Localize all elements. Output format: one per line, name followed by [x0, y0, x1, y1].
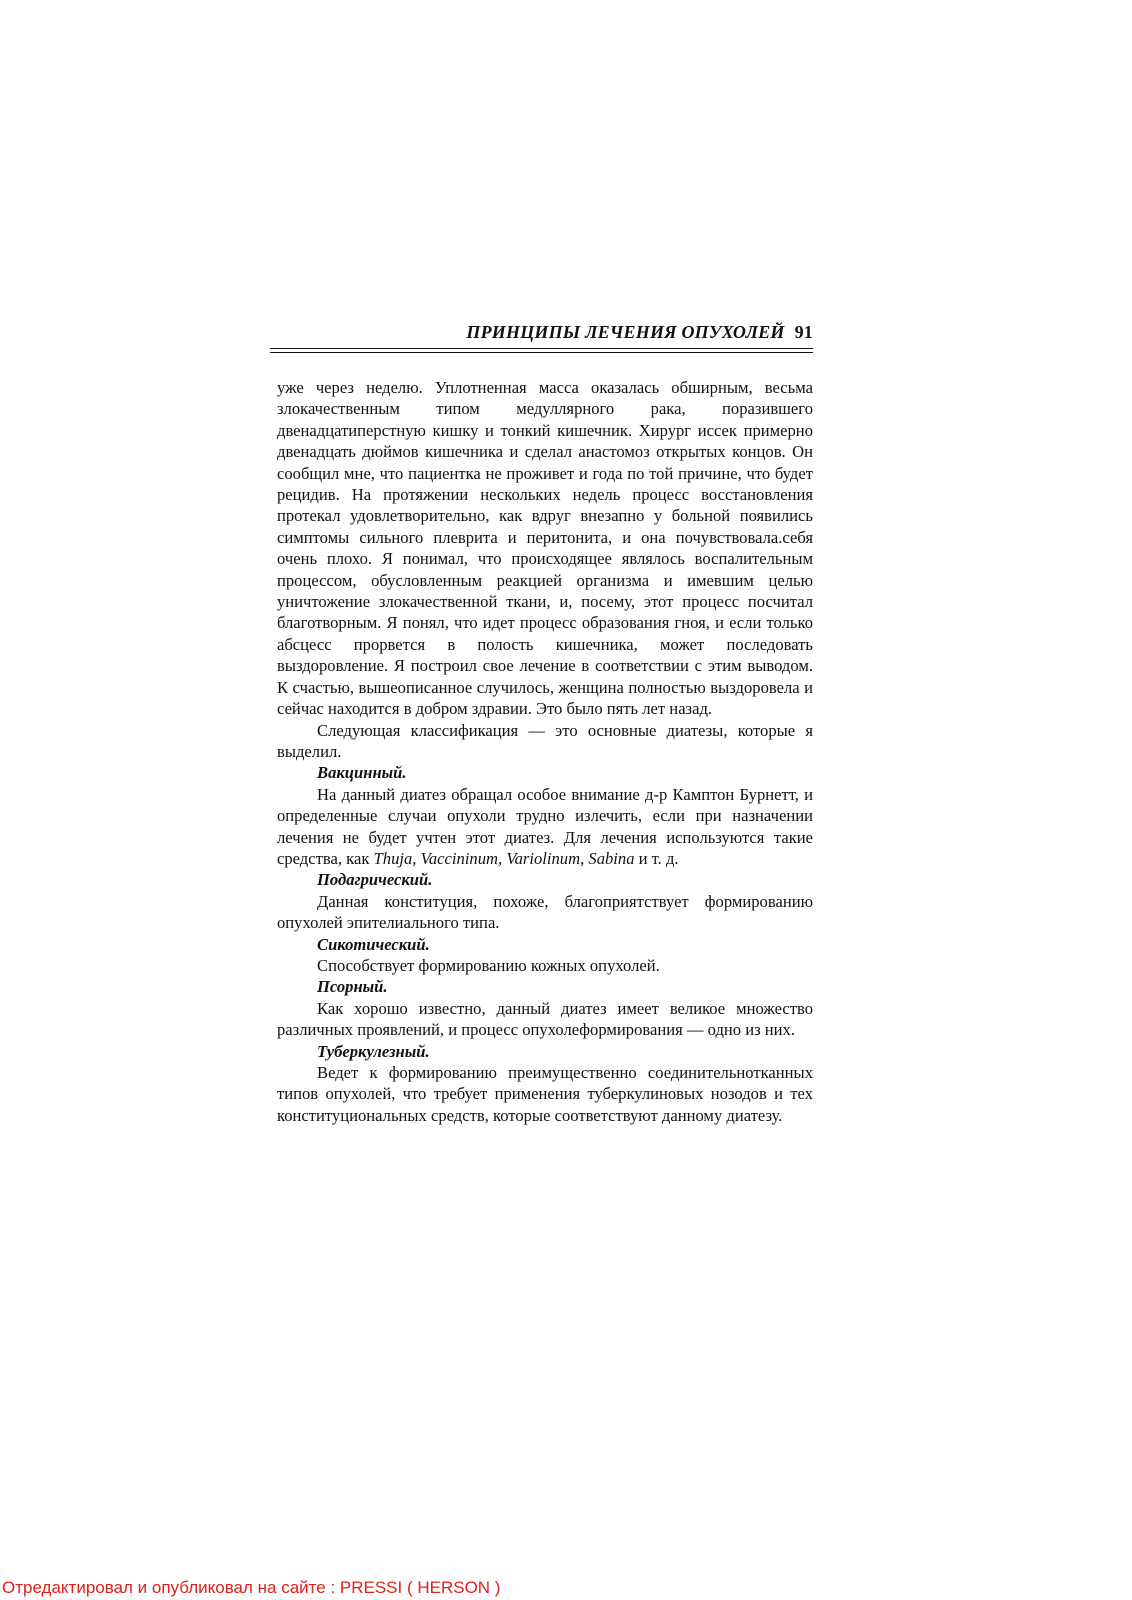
- section-heading-sycotic: Сикотический.: [317, 934, 430, 954]
- section-heading-gout: Подагрический.: [317, 870, 433, 890]
- body-text: [277, 377, 813, 1126]
- chapter-title: ПРИНЦИПЫ ЛЕЧЕНИЯ ОПУХОЛЕЙ: [466, 322, 785, 342]
- paragraph: Следующая классификация — это основные диатезы, которые я выделил.: [277, 720, 813, 761]
- remedy-name: Thuja,: [373, 848, 417, 868]
- header-rule-thin: [270, 352, 813, 353]
- paragraph: Как хорошо известно, данный диатез имеет великое множество различных проявлений, и процесс опухолеформирования — одно из них.: [277, 998, 813, 1040]
- header-rule-thick: [270, 348, 813, 349]
- section-heading-vaccine: Вакцинный.: [317, 763, 407, 783]
- running-head: [270, 322, 813, 343]
- paragraph: Способствует формированию кожных опухолей.: [317, 955, 660, 975]
- paragraph: Данная конституция, похоже, благоприятствует формированию опухолей эпителиального типа.: [277, 891, 813, 933]
- remedy-name: Vaccininum,: [420, 848, 503, 868]
- paragraph: уже через неделю. Уплотненная масса оказалась обширным, весьма злокачественным типом медуллярного рака, поразившего двенадцатиперстную кишку и тонкий кишечник. Хирург иссек примерно двенадцать дюймов кишечника и сделал анастомоз открытых концов. Он сообщил мне, что пациентка не проживет и года по той причине, что будет рецидив. На протяжении нескольких недель процесс восстановления протекал удовлетворительно, как вдруг внезапно у больной появились симптомы сильного плеврита и перитонита, и она почувствовала.себя очень плохо. Я понимал, что происходящее являлось воспалительным процессом, обусловленным реакцией организма и имевшим целью уничтожение злокачественной ткани, и, посему, этот процесс посчитал благотворным. Я понял, что идет процесс образования гноя, и если только абсцесс прорвется в полость кишечника, может последовать выздоровление. Я построил свое лечение в соответствии с этим выводом. К счастью, вышеописанное случилось, женщина полностью выздоровела и сейчас находится в добром здравии. Это было пять лет назад.: [277, 378, 813, 719]
- section-heading-psoric: Псорный.: [317, 977, 388, 997]
- paragraph: [277, 784, 813, 870]
- section-heading-tubercular: Туберкулезный.: [317, 1041, 430, 1061]
- footer-credit: Отредактировал и опубликовал на сайте : PRESSI ( HERSON ): [2, 1578, 501, 1597]
- page-number: 91: [794, 322, 813, 342]
- remedy-name: Sabina: [588, 848, 635, 868]
- remedy-name: Variolinum,: [506, 848, 585, 868]
- paragraph: Ведет к формированию преимущественно соединительнотканных типов опухолей, что требует применения туберкулиновых нозодов и тех конституциональных средств, которые соответствуют данному диатезу.: [277, 1063, 813, 1125]
- paragraph-text: и т. д.: [634, 848, 679, 868]
- paragraph-text: На данный диатез обращал особое внимание д-р Камптон Бурнетт, и определенные случаи опухоли трудно излечить, если при назначении лечения не будет учтен этот диатез. Для лечения используются такие средства, как: [277, 784, 813, 868]
